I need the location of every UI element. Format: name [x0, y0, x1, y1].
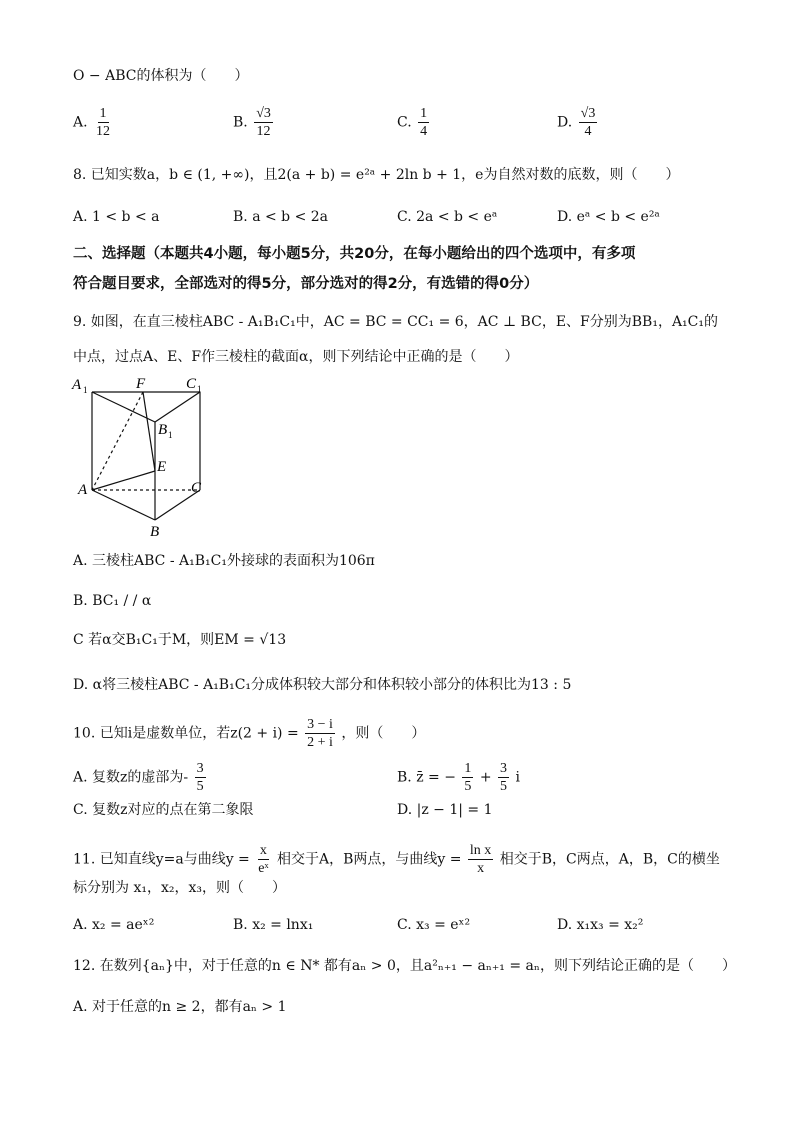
q10-option-a[interactable]: A. 复数z的虚部为- $\frac{3}{5}$ [73, 761, 204, 794]
label-c1-sub: 1 [197, 384, 202, 394]
q9-option-a[interactable]: A. 三棱柱ABC - A₁B₁C₁外接球的表面积为106π [73, 553, 375, 569]
label-b1-sub: 1 [168, 430, 173, 440]
fraction: $\frac{3}{5}$ [196, 761, 204, 794]
q9-option-b[interactable]: B. BC₁ / / α [73, 593, 152, 609]
edge-ae [92, 471, 155, 490]
q7-option-b[interactable]: B. $\frac{√3}{12}$ [233, 106, 271, 139]
q11-stem-line1: 11. 已知直线y=a与曲线y = $\frac{x}{\text{eˣ}}$ 相交于A，B两点，与曲线y = $\frac{\text{ln x}}{x}$ 相交于B，C两点，A，B，C的横坐 [73, 843, 720, 876]
edge-ab [92, 490, 155, 520]
q8-option-c[interactable]: C. 2a < b < eᵃ [397, 209, 498, 225]
label-b: B [150, 524, 160, 540]
q9-option-d[interactable]: D. α将三棱柱ABC - A₁B₁C₁分成体积较大部分和体积较小部分的体积比为13 : 5 [73, 677, 572, 693]
q8-option-d[interactable]: D. eᵃ < b < e²ᵃ [557, 209, 660, 225]
label-c1: C [186, 376, 197, 392]
fraction: $\frac{3 - i}{2 + i}$ [307, 717, 333, 750]
label-b1: B [158, 422, 168, 438]
q11-option-d[interactable]: D. x₁x₃ = x₂² [557, 917, 644, 933]
q10-option-c[interactable]: C. 复数z对应的点在第二象限 [73, 802, 254, 818]
q11-option-c[interactable]: C. x₃ = eˣ² [397, 917, 471, 933]
q8-option-a[interactable]: A. 1 < b < a [73, 209, 160, 225]
q12-stem: 12. 在数列{aₙ}中，对于任意的n ∈ N* 都有aₙ > 0，且a²ₙ₊₁ − aₙ₊₁ = aₙ，则下列结论正确的是（ ） [73, 958, 736, 974]
q7-option-d[interactable]: D. $\frac{√3}{4}$ [557, 106, 596, 139]
label-a1-sub: 1 [83, 385, 88, 395]
q10-option-d[interactable]: D. |z − 1| = 1 [397, 802, 493, 818]
label-f: F [136, 376, 146, 392]
label-c: C [191, 480, 202, 496]
q9-option-c[interactable]: C 若α交B₁C₁于M，则EM = √13 [73, 632, 287, 648]
fraction: $\frac{x}{\text{eˣ}}$ [258, 843, 269, 876]
fraction: $\frac{1}{4}$ [420, 106, 428, 139]
section-header-line1: 二、选择题（本题共4小题，每小题5分，共20分，在每小题给出的四个选项中，有多项 [73, 246, 636, 262]
q11-option-b[interactable]: B. x₂ = lnx₁ [233, 917, 314, 933]
q10-stem: 10. 已知i是虚数单位，若z(2 + i) = $\frac{3 - i}{2 + i}$ ，则（ ） [73, 717, 426, 750]
q9-stem-line2: 中点，过点A、E、F作三棱柱的截面α，则下列结论中正确的是（ ） [73, 349, 519, 365]
fraction: $\frac{√3}{12}$ [256, 106, 271, 139]
edge-af-hidden [92, 392, 143, 490]
q7-option-a[interactable]: A. $\frac{1}{12}$ [73, 106, 111, 139]
q9-stem-line1: 9. 如图，在直三棱柱ABC - A₁B₁C₁中，AC = BC = CC₁ = 6，AC ⊥ BC，E、F分别为BB₁，A₁C₁的 [73, 314, 718, 330]
q10-option-b[interactable]: B. z̄ = − $\frac{1}{5}$ + $\frac{3}{5}$ i [397, 761, 520, 794]
q8-option-b[interactable]: B. a < b < 2a [233, 209, 329, 225]
section-header-line2: 符合题目要求，全部选对的得5分，部分选对的得2分，有选错的得0分） [73, 276, 539, 292]
fraction: $\frac{1}{5}$ [464, 761, 472, 794]
fraction: $\frac{3}{5}$ [500, 761, 508, 794]
q12-option-a[interactable]: A. 对于任意的n ≥ 2，都有aₙ > 1 [73, 999, 287, 1015]
prism-figure [68, 372, 218, 542]
fraction: $\frac{\text{ln x}}{x}$ [469, 843, 492, 876]
fraction: $\frac{√3}{4}$ [580, 106, 596, 139]
edge-c1b1 [155, 392, 200, 422]
label-a1: A [72, 377, 82, 393]
q11-option-a[interactable]: A. x₂ = aeˣ² [73, 917, 155, 933]
q7-option-c[interactable]: C. $\frac{1}{4}$ [397, 106, 428, 139]
label-a: A [78, 482, 88, 498]
edge-fe [143, 392, 155, 471]
label-e: E [157, 459, 167, 475]
q8-stem: 8. 已知实数a，b ∈ (1, +∞)，且2(a + b) = e²ᵃ + 2ln b + 1，e为自然对数的底数，则（ ） [73, 167, 680, 183]
q7-stem-tail: O − ABC的体积为（ ） [73, 68, 249, 84]
fraction: $\frac{1}{12}$ [96, 106, 111, 139]
q11-stem-line2: 标分别为 x₁，x₂，x₃，则（ ） [73, 880, 286, 896]
